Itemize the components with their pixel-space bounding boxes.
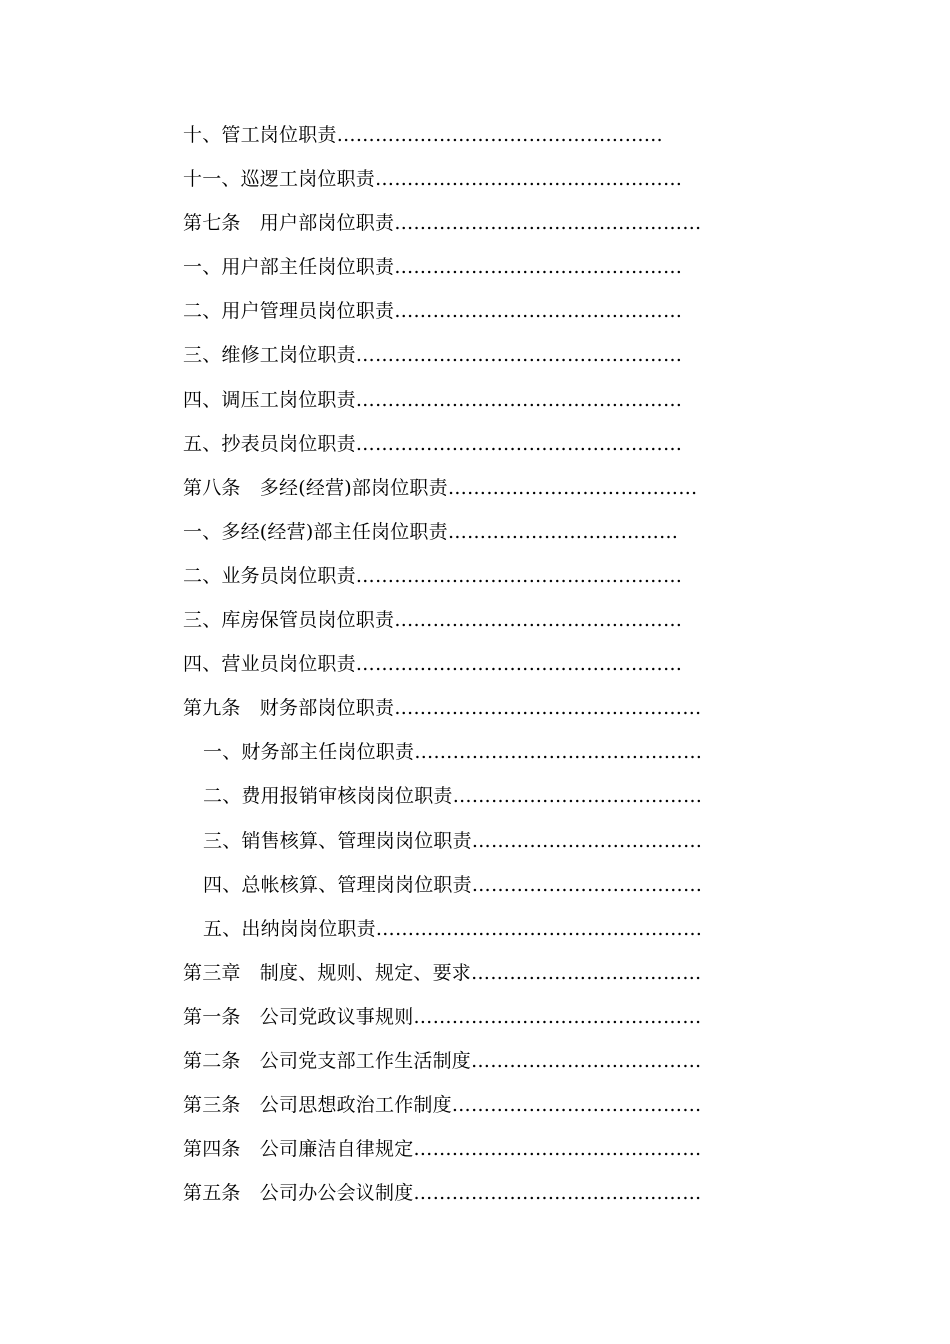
toc-entry-meter-reader: 五、抄表员岗位职责…………………………………………… (183, 432, 683, 455)
toc-entry-salesperson: 二、业务员岗位职责…………………………………………… (183, 564, 683, 587)
toc-heading-article-7: 第七条 用户部岗位职责………………………………………… (183, 212, 702, 235)
toc-heading-article-8: 第八条 多经(经营)部岗位职责………………………………… (183, 476, 698, 499)
toc-entry-general-ledger: 四、总帐核算、管理岗岗位职责……………………………… (203, 873, 703, 896)
toc-entry-article-2-branch: 第二条 公司党支部工作生活制度……………………………… (183, 1049, 702, 1072)
toc-entry-article-3-ideology: 第三条 公司思想政治工作制度………………………………… (183, 1094, 702, 1117)
toc-heading-chapter-3: 第三章 制度、规则、规定、要求……………………………… (183, 961, 702, 984)
toc-entry-maintenance-worker: 三、维修工岗位职责…………………………………………… (183, 344, 683, 367)
toc-entry-article-5-meetings: 第五条 公司办公会议制度……………………………………… (183, 1182, 702, 1205)
toc-entry-guangong: 十、管工岗位职责…………………………………………… (183, 124, 664, 146)
toc-entry-finance-director: 一、财务部主任岗位职责……………………………………… (203, 741, 703, 764)
toc-entry-sales-accounting: 三、销售核算、管理岗岗位职责……………………………… (203, 829, 703, 852)
toc-entry-article-4-integrity: 第四条 公司廉洁自律规定……………………………………… (183, 1138, 702, 1161)
toc-entry-user-dept-director: 一、用户部主任岗位职责……………………………………… (183, 256, 683, 279)
toc-entry-user-administrator: 二、用户管理员岗位职责……………………………………… (183, 300, 683, 323)
toc-entry-expense-auditor: 二、费用报销审核岗岗位职责………………………………… (203, 785, 703, 808)
toc-entry-pressure-regulator: 四、调压工岗位职责…………………………………………… (183, 388, 683, 411)
toc-entry-sales-clerk: 四、营业员岗位职责…………………………………………… (183, 653, 683, 676)
toc-entry-warehouse-keeper: 三、库房保管员岗位职责……………………………………… (183, 609, 683, 632)
toc-heading-article-9: 第九条 财务部岗位职责………………………………………… (183, 697, 702, 720)
toc-entry-patrol-worker: 十一、巡逻工岗位职责………………………………………… (183, 168, 683, 191)
table-of-contents (183, 113, 743, 1215)
toc-entry-article-1-rules: 第一条 公司党政议事规则……………………………………… (183, 1005, 702, 1028)
toc-entry-business-dept-director: 一、多经(经营)部主任岗位职责……………………………… (183, 520, 679, 543)
toc-entry-cashier: 五、出纳岗岗位职责…………………………………………… (203, 917, 703, 940)
